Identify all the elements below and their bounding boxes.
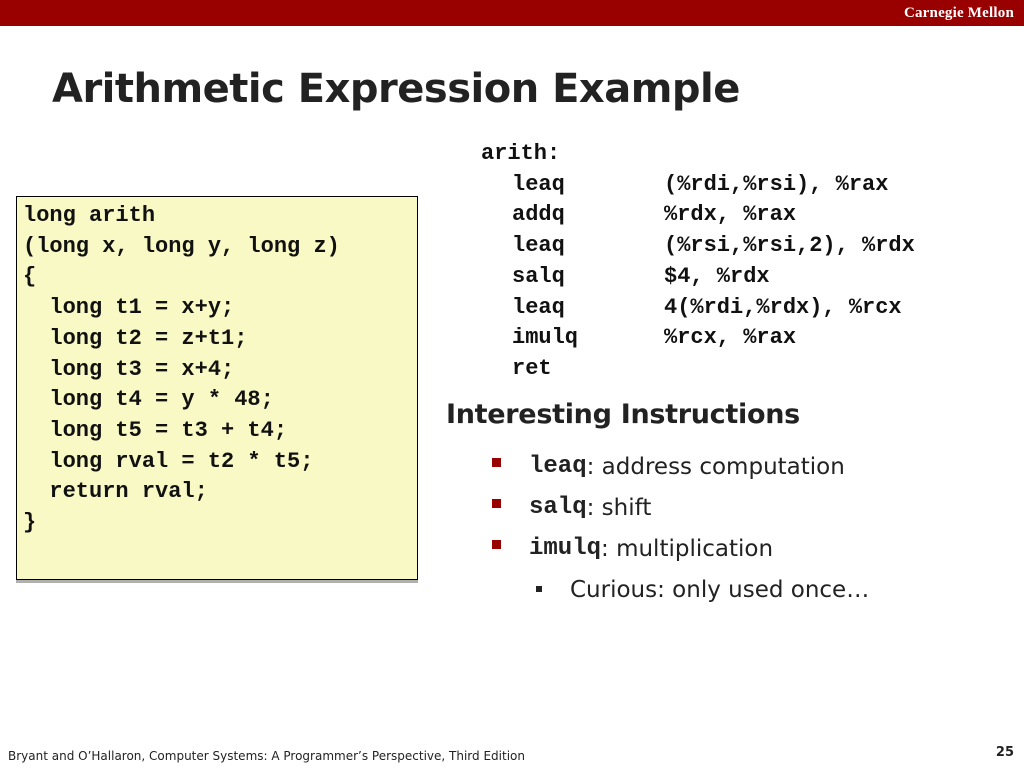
asm-instruction <box>481 262 915 293</box>
asm-instruction <box>481 354 915 385</box>
bullet-keyword: leaq <box>529 453 587 480</box>
code-line: (long x, long y, long z) <box>23 233 340 259</box>
asm-operands: (%rdi,%rsi), %rax <box>664 171 889 197</box>
code-line: long rval = t2 * t5; <box>23 448 314 474</box>
assembly-listing <box>481 139 915 385</box>
asm-opcode: leaq <box>512 171 565 197</box>
code-line: } <box>23 510 37 536</box>
code-line: long t1 = x+y; <box>23 295 235 321</box>
asm-operands: $4, %rdx <box>664 263 770 289</box>
slide-title: Arithmetic Expression Example <box>52 66 740 112</box>
asm-instruction <box>481 231 915 262</box>
asm-operands: %rdx, %rax <box>664 202 797 228</box>
code-line: { <box>23 264 37 290</box>
code-line: long t2 = z+t1; <box>23 325 248 351</box>
asm-function-label: arith: <box>481 141 561 166</box>
asm-opcode: leaq <box>512 233 565 259</box>
square-bullet-icon <box>492 458 501 467</box>
page-number: 25 <box>995 745 1014 760</box>
bullet-keyword: imulq <box>529 535 602 562</box>
small-square-bullet-icon <box>536 586 542 592</box>
asm-instruction <box>481 293 915 324</box>
bullet-item <box>492 446 869 487</box>
code-line: long t5 = t3 + t4; <box>23 417 288 443</box>
code-line: return rval; <box>23 479 208 505</box>
bullet-item <box>492 528 869 569</box>
code-line: long t3 = x+4; <box>23 356 235 382</box>
bullet-item <box>492 487 869 528</box>
asm-operands: %rcx, %rax <box>664 325 797 351</box>
bullet-text: : multiplication <box>601 535 774 562</box>
asm-opcode: salq <box>512 263 565 289</box>
asm-instruction <box>481 200 915 231</box>
asm-opcode: addq <box>512 202 565 228</box>
asm-opcode: imulq <box>512 325 579 351</box>
bullet-keyword: salq <box>529 494 587 521</box>
sub-bullet-item <box>536 569 869 610</box>
asm-opcode: ret <box>512 355 552 381</box>
asm-opcode: leaq <box>512 294 565 320</box>
code-line: long t4 = y * 48; <box>23 387 274 413</box>
asm-instruction <box>481 323 915 354</box>
bullet-text: : shift <box>586 494 652 521</box>
brand-label: Carnegie Mellon <box>903 5 1014 21</box>
asm-operands: (%rsi,%rsi,2), %rdx <box>664 233 915 259</box>
asm-instruction <box>481 170 915 201</box>
square-bullet-icon <box>492 540 501 549</box>
sub-bullet-text: Curious: only used once… <box>570 576 870 603</box>
bullet-list <box>492 446 869 610</box>
code-line: long arith <box>23 203 156 228</box>
header-bar <box>0 0 1024 26</box>
bullet-text: : address computation <box>586 453 845 480</box>
square-bullet-icon <box>492 499 501 508</box>
subheading: Interesting Instructions <box>446 399 800 430</box>
c-code-box <box>16 196 418 580</box>
footer-citation: Bryant and O’Hallaron, Computer Systems: A Programmer’s Perspective, Third Edition <box>8 749 525 763</box>
asm-operands: 4(%rdi,%rdx), %rcx <box>664 294 902 320</box>
